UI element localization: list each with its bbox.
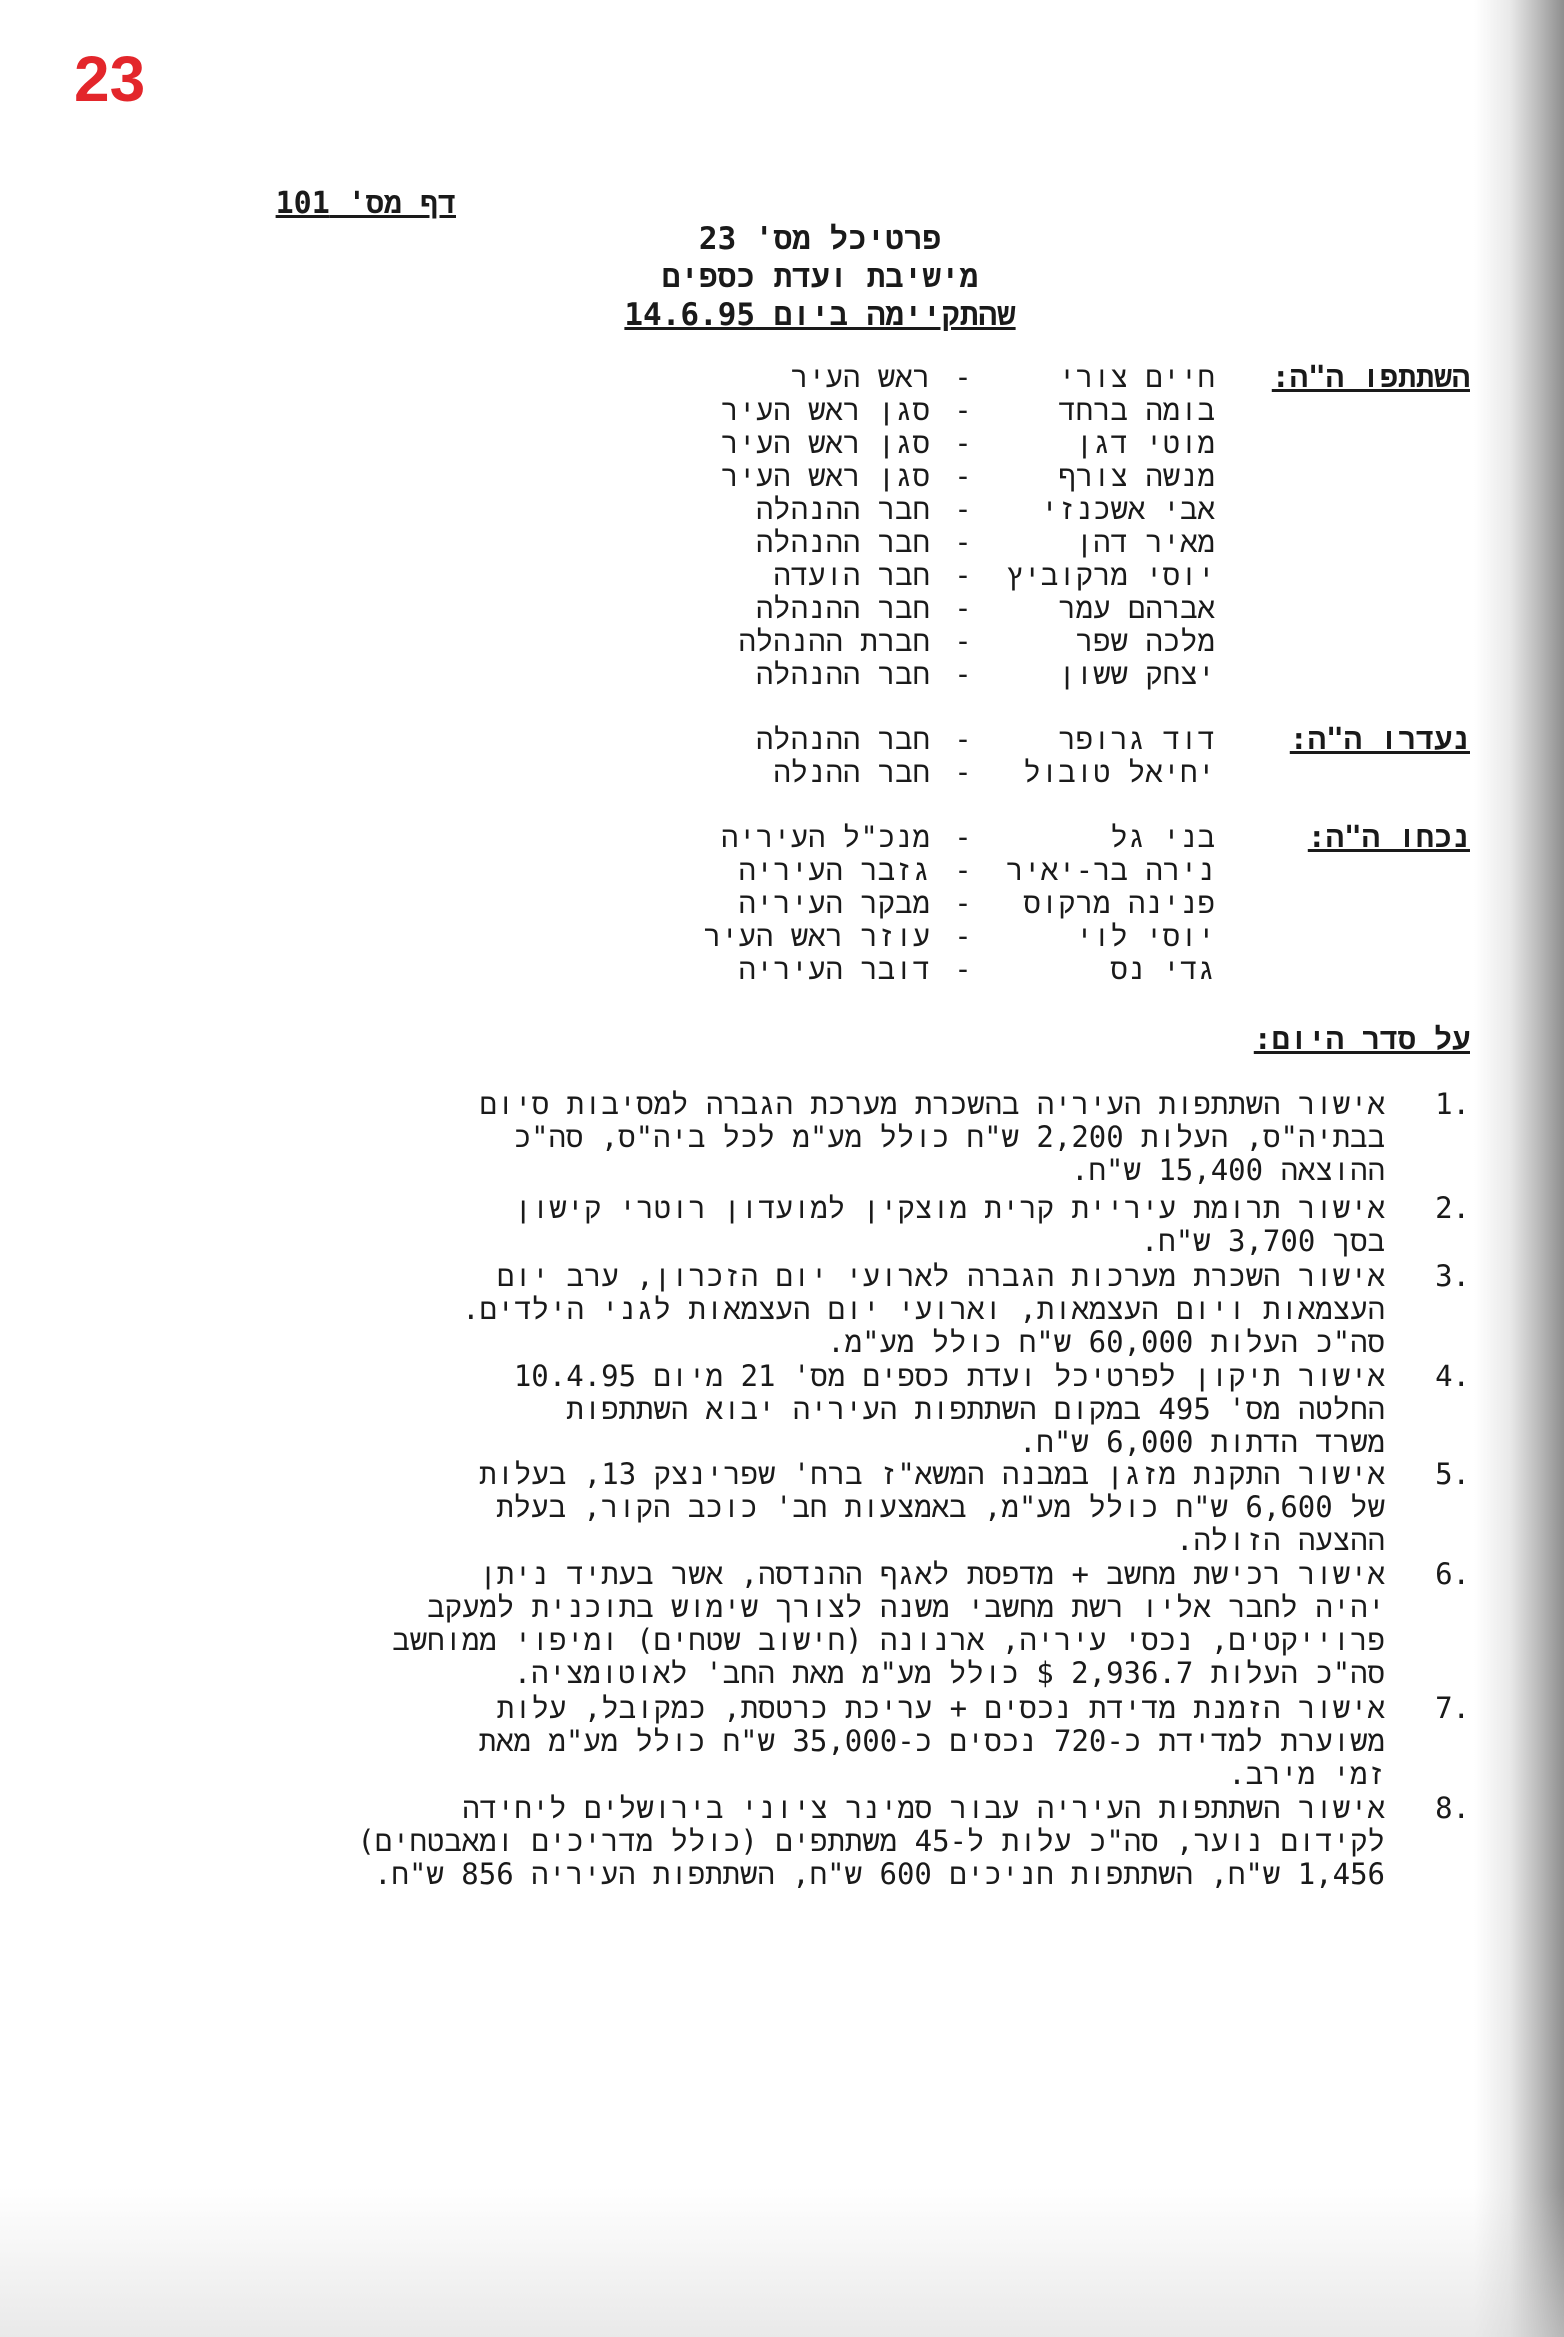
participant-row [655,393,1215,427]
document-title [560,220,1080,334]
participant-role: חברת ההנהלה [738,624,930,658]
agenda-item-number: .3 [1435,1259,1470,1293]
participant-row [655,591,1215,625]
agenda-line: אישור השתתפות העיריה עבור סמינר ציוני בירושלים ליחידה [462,1791,1385,1825]
separator-dash: - [954,919,972,953]
participant-row [655,624,1215,658]
participant-name: אבי אשכנזי [1040,492,1215,526]
agenda-item-text [255,1260,1385,1359]
agenda-line: פרוייקטים, נכסי עיריה, ארנונה (חישוב שטחים) ומיפוי ממוחשב [392,1623,1385,1657]
absent-name: דוד גרופר [1058,722,1215,756]
agenda-line: בסך 3,700 ש"ח. [1140,1224,1385,1258]
agenda-line: אישור תיקון לפרטיכל ועדת כספים מס' 21 מיום 10.4.95 [513,1359,1385,1393]
separator-dash: - [954,393,972,427]
agenda-line: משרד הדתות 6,000 ש"ח. [1018,1425,1385,1459]
agenda-line: אישור השכרת מערכות הגברה לארועי יום הזכרון, ערב יום [496,1259,1385,1293]
agenda-line: ההוצאה 15,400 ש"ח. [1071,1153,1385,1187]
participant-row [655,558,1215,592]
agenda-line: של 6,600 ש"ח כולל מע"מ, באמצעות חב' כוכב הקור, בעלת [496,1490,1385,1524]
absent-label: נעדרו ה"ה: [1289,722,1470,757]
participant-role: חבר ההנהלה [755,657,930,691]
participant-row [655,657,1215,691]
present-role: דובר העיריה [738,952,930,986]
present-name: גדי נס [1110,952,1215,986]
present-role: מנכ"ל העיריה [721,820,930,854]
participant-name: בומה ברחד [1058,393,1215,427]
title-line-date: שהתקיימה ביום 14.6.95 [624,297,1016,333]
present-role: עוזר ראש העיר [703,919,930,953]
page-bottom-shadow [0,2187,1564,2337]
agenda-item-number: .8 [1435,1791,1470,1825]
separator-dash: - [954,558,972,592]
participant-role: חבר ההנהלה [755,591,930,625]
participant-row [655,360,1215,394]
agenda-item-text [255,1692,1385,1791]
participant-name: אברהם עמר [1058,591,1215,625]
agenda-item-number: .6 [1435,1557,1470,1591]
separator-dash: - [954,459,972,493]
separator-dash: - [954,820,972,854]
participants-label: השתתפו ה"ה: [1271,360,1470,395]
absent-role: חבר ההנלה [773,755,930,789]
present-name: בני גל [1110,820,1215,854]
page-number-stamp: 23 [74,43,146,115]
agenda-item-text [255,1558,1385,1690]
agenda-line: אישור הזמנת מדידת נכסים + עריכת כרטסת, כמקובל, עלות [496,1691,1385,1725]
page-edge-shadow [1474,0,1564,2337]
separator-dash: - [954,755,972,789]
agenda-line: סה"כ העלות 60,000 ש"ח כולל מע"מ. [827,1325,1385,1359]
page-reference: דף מס' 101 [275,186,456,221]
agenda-list [240,1088,1470,1908]
absent-section [620,722,1470,792]
agenda-line: זמי מירב. [1228,1757,1385,1791]
present-row [655,886,1215,920]
present-name: פנינה מרקוס [1023,886,1215,920]
participant-name: מלכה שפר [1075,624,1215,658]
participant-role: סגן ראש העיר [721,393,930,427]
participant-role: סגן ראש העיר [721,426,930,460]
agenda-line: לקידום נוער, סה"כ עלות ל-45 משתתפים (כולל מדריכים ומאבטחים) [357,1824,1385,1858]
agenda-item-number: .7 [1435,1691,1470,1725]
participant-role: חבר הועדה [773,558,930,592]
participant-role: ראש העיר [790,360,930,394]
agenda-line: ההצעה הזולה. [1176,1523,1385,1557]
agenda-item-text [255,1458,1385,1557]
title-line-protocol: פרטיכל מס' 23 [698,221,942,257]
separator-dash: - [954,657,972,691]
participants-section [620,360,1470,700]
agenda-item-text [255,1088,1385,1187]
participant-row [655,492,1215,526]
agenda-line: סה"כ העלות 2,936.7 $ כולל מע"מ מאת החב' לאוטומציה. [513,1656,1385,1690]
participant-name: יצחק ששון [1058,657,1215,691]
agenda-item-text [255,1192,1385,1258]
separator-dash: - [954,426,972,460]
present-row [655,952,1215,986]
separator-dash: - [954,853,972,887]
separator-dash: - [954,624,972,658]
agenda-line: אישור תרומת עיריית קרית מוצקין למועדון רוטרי קישון [514,1191,1385,1225]
participant-row [655,525,1215,559]
absent-row [655,755,1215,789]
separator-dash: - [954,952,972,986]
absent-row [655,722,1215,756]
agenda-heading: על סדר היום: [1253,1022,1470,1057]
agenda-line: אישור השתתפות העיריה בהשכרת מערכת הגברה למסיבות סיום [479,1087,1385,1121]
agenda-line: משוערת למדידת כ-720 נכסים כ-35,000 ש"ח כולל מע"מ מאת [478,1724,1385,1758]
participant-name: חיים צורי [1058,360,1215,394]
agenda-line: בבתיה"ס, העלות 2,200 ש"ח כולל מע"מ לכל ביה"ס, סה"כ [513,1120,1385,1154]
agenda-line: אישור התקנת מזגן במבנה המשא"ז ברח' שפרינצק 13, בעלות [479,1457,1385,1491]
agenda-item-number: .5 [1435,1457,1470,1491]
agenda-line: 1,456 ש"ח, השתתפות חניכים 600 ש"ח, השתתפות העיריה 856 ש"ח. [374,1857,1385,1891]
participant-name: מנשה צורף [1058,459,1215,493]
separator-dash: - [954,525,972,559]
present-section [620,820,1470,990]
agenda-line: העצמאות ויום העצמאות, וארועי יום העצמאות לגני הילדים. [462,1292,1385,1326]
agenda-item-number: .2 [1435,1191,1470,1225]
participant-role: חבר ההנהלה [755,492,930,526]
participant-role: חבר ההנהלה [755,525,930,559]
present-row [655,820,1215,854]
agenda-line: אישור רכישת מחשב + מדפסת לאגף ההנדסה, אשר בעתיד ניתן [479,1557,1385,1591]
separator-dash: - [954,886,972,920]
agenda-line: יהיה לחבר אליו רשת מחשבי משנה לצורך שימוש בתוכנית למעקב [427,1590,1385,1624]
absent-role: חבר ההנהלה [755,722,930,756]
participant-row [655,459,1215,493]
present-role: גזבר העיריה [738,853,930,887]
separator-dash: - [954,722,972,756]
absent-name: יחיאל טובול [1023,755,1215,789]
separator-dash: - [954,360,972,394]
agenda-item-text [255,1792,1385,1891]
agenda-item-text [255,1360,1385,1459]
separator-dash: - [954,591,972,625]
participant-name: יוסי מרקוביץ [1006,558,1215,592]
agenda-item-number: .1 [1435,1087,1470,1121]
present-name: יוסי לוי [1075,919,1215,953]
present-name: נירה בר-יאיר [1006,853,1215,887]
present-label: נכחו ה"ה: [1307,820,1470,855]
participant-name: מוטי דגן [1075,426,1215,460]
present-row [655,853,1215,887]
participant-role: סגן ראש העיר [721,459,930,493]
present-role: מבקר העיריה [738,886,930,920]
present-row [655,919,1215,953]
agenda-line: החלטה מס' 495 במקום השתתפות העיריה יבוא השתתפות [566,1392,1385,1426]
participant-name: מאיר דהן [1075,525,1215,559]
participant-row [655,426,1215,460]
separator-dash: - [954,492,972,526]
title-line-committee: מישיבת ועדת כספים [661,259,979,295]
agenda-item-number: .4 [1435,1359,1470,1393]
